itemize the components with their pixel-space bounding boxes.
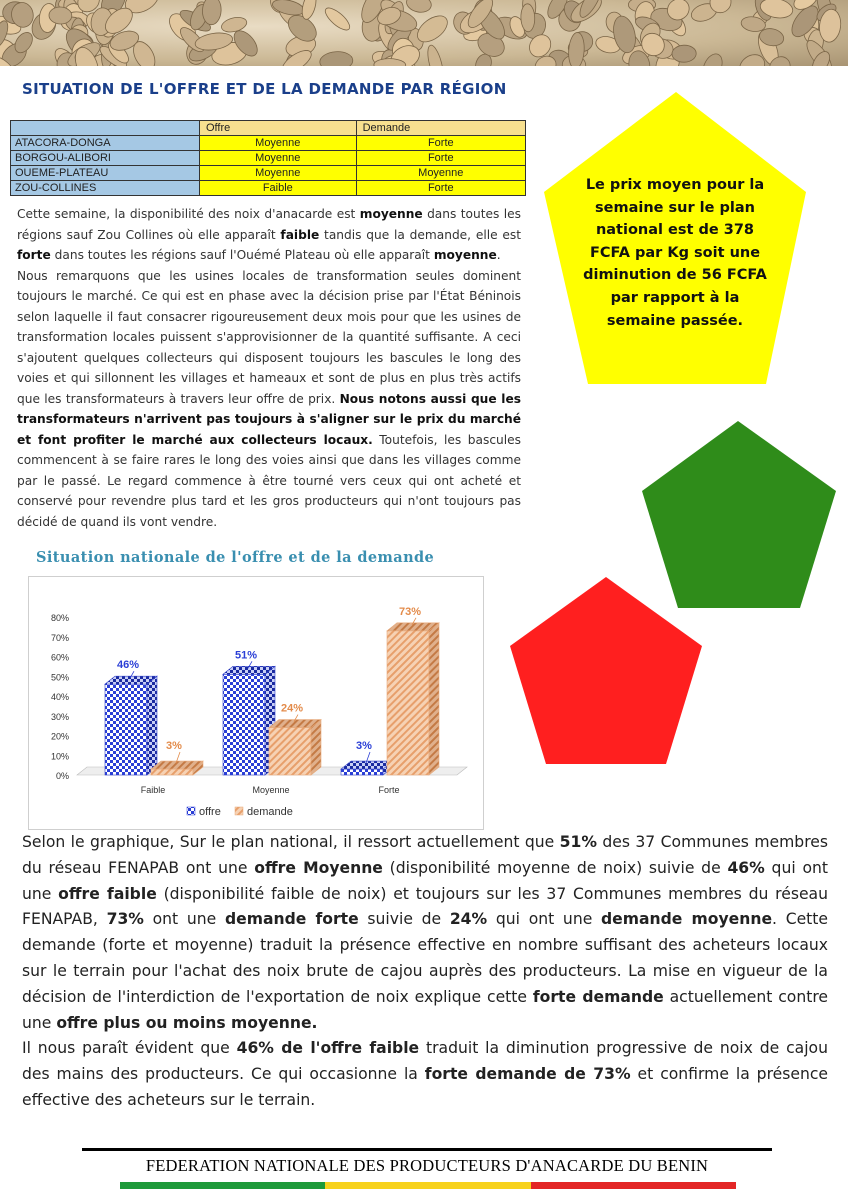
footer-rule xyxy=(82,1148,772,1151)
flag-green-band xyxy=(120,1182,325,1189)
bar-side-demande-moyenne xyxy=(311,720,321,775)
body-text: qui ont une xyxy=(22,858,828,903)
body-text: Selon le graphique, Sur le plan national, il ressort actuellement que xyxy=(22,833,560,851)
body-text: Toutefois, les bascules commencent à se faire rares le long des voies ainsi que dans les villages comme par le passé. Le regard commence à être tourné vers ceux qui ont acheté et conservé pour revendre plus tard et les gros producteurs qui n'ont toujours pas décidé de quand ils vont vendre. xyxy=(17,432,521,529)
body-text: Il nous paraît évident que xyxy=(22,1039,237,1058)
emphasis-text: demande forte xyxy=(224,910,359,929)
legend-demande-swatch xyxy=(235,807,243,815)
y-tick-label: 30% xyxy=(50,711,69,722)
data-label: 46% xyxy=(116,659,140,672)
paragraph-conclusion xyxy=(22,1036,828,1113)
data-label: 3% xyxy=(356,740,372,752)
data-label: 73% xyxy=(398,605,422,618)
y-tick-label: 10% xyxy=(50,751,69,762)
body-text: Nous remarquons que les usines locales de transformation seules dominent toujours le marché. Ce qui est en phase avec la décision prise par l'État Béninois selon laquelle il faut consacrer rigoureusement deux mois pour que les usines de transformation locales puissent s'approvisionner de la quantité suffisante. A ceci s'ajoutent quelques collecteurs qui disposent toujours les bascules le long des voies et qui sillonnent les villages et hameaux et sont de plus en plus très actifs que les transformateurs à travers leur offre de prix. xyxy=(17,268,521,406)
emphasis-text: faible xyxy=(280,227,320,242)
region-name: OUEME-PLATEAU xyxy=(11,166,200,181)
body-text: actuellement contre une xyxy=(22,987,828,1032)
section-title: SITUATION DE L'OFFRE ET DE LA DEMANDE PAR RÉGION xyxy=(22,80,507,98)
demande-cell: Forte xyxy=(356,181,525,196)
y-tick-label: 80% xyxy=(50,613,69,623)
body-text: Cette semaine, la disponibilité des noix d'anacarde est xyxy=(17,207,360,221)
legend-offre-swatch xyxy=(187,807,195,815)
bar-chart xyxy=(29,577,483,829)
bar-demande-faible xyxy=(151,769,193,775)
emphasis-text: offre Moyenne xyxy=(254,858,383,877)
x-tick-label: Forte xyxy=(378,785,400,795)
demande-cell: Forte xyxy=(356,151,525,166)
flag-yellow-band xyxy=(325,1182,530,1189)
region-name: ZOU-COLLINES xyxy=(11,181,200,196)
body-text: suivie de xyxy=(358,910,450,929)
footer-organisation: FEDERATION NATIONALE DES PRODUCTEURS D'ANACARDE DU BENIN xyxy=(145,1156,709,1175)
table-row xyxy=(11,166,526,181)
table-row xyxy=(11,136,526,151)
bar-demande-forte xyxy=(387,631,429,775)
body-text: (disponibilité faible de noix) et toujours sur les 37 Communes membres du réseau FENAPAB, xyxy=(22,884,828,929)
y-tick-label: 60% xyxy=(50,652,69,663)
y-tick-label: 20% xyxy=(50,731,69,742)
offre-cell: Moyenne xyxy=(200,166,357,181)
region-table xyxy=(10,120,526,196)
price-callout-text: Le prix moyen pour la semaine sur le plan national est de 378 FCFA par Kg soit une diminution de 56 FCFA par rapport à la semaine passée. xyxy=(583,177,767,329)
body-text: dans toutes les régions sauf Zou Collines où elle apparaît xyxy=(17,207,521,242)
red-pentagon-shape xyxy=(508,574,706,772)
region-name: ATACORA-DONGA xyxy=(11,136,200,151)
bar-side-offre-faible xyxy=(147,676,157,775)
analysis-text xyxy=(17,204,521,532)
demande-cell: Forte xyxy=(356,136,525,151)
body-text: dans toutes les régions sauf l'Ouémé Plateau où elle apparaît xyxy=(50,248,434,262)
cashew-nuts-image xyxy=(0,0,848,66)
emphasis-text: 73% xyxy=(106,910,144,929)
y-tick-label: 40% xyxy=(50,692,69,702)
header-blank xyxy=(11,121,200,136)
national-chart xyxy=(28,576,484,830)
offre-cell: Faible xyxy=(200,181,357,196)
body-text: . xyxy=(496,248,501,262)
emphasis-text: forte demande xyxy=(532,987,664,1006)
chart-heading: Situation nationale de l'offre et de la demande xyxy=(36,549,435,566)
table-row xyxy=(11,181,526,196)
data-label: 3% xyxy=(166,740,182,752)
bar-demande-moyenne xyxy=(269,728,311,775)
flag-red-band xyxy=(531,1182,736,1189)
emphasis-text: Nous notons aussi que les transformateurs n'arrivent pas toujours à s'aligner sur le prix du marché et font profiter le marché aux collecteurs locaux. xyxy=(17,391,521,447)
header-offre: Offre xyxy=(200,121,357,136)
body-text: ont une xyxy=(143,910,225,929)
emphasis-text: 46% de l'offre faible xyxy=(236,1039,420,1058)
emphasis-text: offre faible xyxy=(58,884,157,903)
region-table-header xyxy=(11,121,526,136)
bar-offre-moyenne xyxy=(223,674,265,775)
body-text: tandis que la demande, elle est xyxy=(319,227,522,242)
x-tick-label: Faible xyxy=(140,785,166,795)
emphasis-text: demande moyenne xyxy=(601,910,773,929)
y-tick-label: 0% xyxy=(55,771,69,781)
region-name: BORGOU-ALIBORI xyxy=(11,151,200,166)
emphasis-text: forte xyxy=(17,248,51,262)
paragraph-market xyxy=(17,266,521,533)
emphasis-text: 46% xyxy=(727,858,765,877)
cashew-nuts-banner xyxy=(0,0,848,66)
legend-demande-label: demande xyxy=(247,806,293,818)
bar-offre-faible xyxy=(105,684,147,775)
body-text: traduit la diminution progressive de noix de cajou des mains des producteurs. Ce qui occasionne la xyxy=(22,1039,828,1084)
body-text: et confirme la présence effective des acheteurs sur le terrain. xyxy=(22,1065,829,1109)
national-analysis-text xyxy=(22,830,828,1114)
x-tick-label: Moyenne xyxy=(252,785,290,795)
y-tick-label: 50% xyxy=(50,672,69,683)
body-text: des 37 Communes membres du réseau FENAPAB ont une xyxy=(22,833,828,877)
y-tick-label: 70% xyxy=(50,632,69,643)
offre-cell: Moyenne xyxy=(200,151,357,166)
data-label: 24% xyxy=(280,702,304,715)
body-text: (disponibilité moyenne de noix) suivie de xyxy=(382,858,728,877)
body-text: qui ont une xyxy=(487,910,602,929)
paragraph-availability xyxy=(17,204,521,266)
emphasis-text: moyenne xyxy=(359,207,423,221)
header-demande: Demande xyxy=(356,121,525,136)
bar-side-demande-forte xyxy=(429,623,439,775)
offre-cell: Moyenne xyxy=(200,136,357,151)
data-label: 51% xyxy=(234,649,258,662)
paragraph-national-summary xyxy=(22,830,828,1036)
emphasis-text: 51% xyxy=(559,833,597,851)
body-text: . Cette demande (forte et moyenne) traduit la présence effective en nombre suffisant des acheteurs locaux sur le terrain pour l'achat des noix brute de cajou auprès des producteurs. La mise en vigueur de la décision de l'interdiction de l'exportation de noix explique cette xyxy=(22,910,829,1006)
bar-offre-forte xyxy=(341,769,383,775)
table-row xyxy=(11,151,526,166)
emphasis-text: 24% xyxy=(449,910,488,929)
emphasis-text: offre plus ou moins moyenne. xyxy=(56,1013,318,1032)
benin-flag-stripe xyxy=(120,1182,736,1189)
legend-offre-label: offre xyxy=(199,806,221,818)
emphasis-text: moyenne xyxy=(433,248,497,262)
emphasis-text: forte demande de 73% xyxy=(424,1065,631,1084)
demande-cell: Moyenne xyxy=(356,166,525,181)
